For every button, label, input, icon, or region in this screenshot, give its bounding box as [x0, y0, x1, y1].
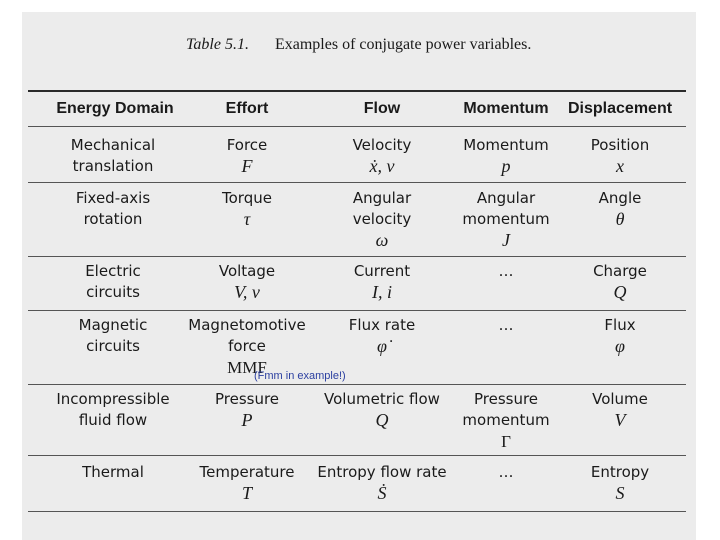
- header-displacement: Displacement: [568, 100, 673, 117]
- domain-line: circuits: [86, 337, 140, 355]
- table-caption: [186, 36, 531, 54]
- row-rule-5: [28, 455, 686, 456]
- header-rule: [28, 126, 686, 127]
- quantity-symbol: ω: [375, 230, 389, 250]
- table-row-magnetic-flow: [314, 315, 450, 357]
- table-row-fluid-displacement: [566, 389, 674, 431]
- quantity-name: Force: [226, 136, 268, 154]
- quantity-name: Voltage: [218, 262, 276, 280]
- row-rule-1: [28, 182, 686, 183]
- quantity-name: velocity: [352, 210, 412, 228]
- domain-line: Mechanical: [70, 136, 156, 154]
- quantity-symbol: Γ: [501, 432, 511, 451]
- quantity-name: Magnetomotive: [188, 316, 306, 334]
- quantity-name: force: [228, 337, 266, 355]
- quantity-name: Angular: [476, 189, 536, 207]
- quantity-name: Entropy: [590, 463, 650, 481]
- quantity-name: momentum: [462, 210, 550, 228]
- empty-entry: …: [498, 463, 514, 481]
- table-row-rotation-effort: [186, 188, 308, 230]
- table-top-rule: [28, 90, 686, 92]
- header-energy-domain: Energy Domain: [56, 100, 174, 117]
- table-row-thermal-momentum: [452, 462, 560, 483]
- quantity-symbol: φ̇: [377, 336, 387, 356]
- caption-label: Table 5.1.: [186, 36, 249, 53]
- table-row-rotation-domain: [44, 188, 182, 230]
- annotation-note: (Fmm in example!): [254, 370, 346, 382]
- table-row-fluid-effort: [186, 389, 308, 431]
- domain-line: circuits: [86, 283, 140, 301]
- header-flow: Flow: [363, 100, 401, 117]
- domain-line: Electric: [85, 262, 141, 280]
- domain-line: Magnetic: [78, 316, 148, 334]
- quantity-name: Entropy flow rate: [317, 463, 447, 481]
- quantity-symbol: I, i: [372, 282, 392, 302]
- table-row-rotation-flow: [314, 188, 450, 251]
- table-row-thermal-domain: [44, 462, 182, 483]
- table-row-electric-effort: [186, 261, 308, 303]
- quantity-symbol: MMF: [227, 358, 267, 377]
- quantity-name: Volumetric flow: [324, 390, 440, 408]
- quantity-symbol: φ: [615, 336, 625, 356]
- quantity-name: Volume: [592, 390, 648, 408]
- table-row-rotation-momentum: [452, 188, 560, 251]
- quantity-symbol: P: [241, 410, 253, 430]
- row-rule-3: [28, 310, 686, 311]
- header-effort: Effort: [225, 100, 269, 117]
- table-row-electric-flow: [314, 261, 450, 303]
- table-row-electric-momentum: [452, 261, 560, 282]
- caption-title: Examples of conjugate power variables.: [274, 36, 532, 53]
- quantity-symbol: θ: [615, 209, 625, 229]
- quantity-symbol: S: [615, 483, 625, 503]
- quantity-name: Charge: [593, 262, 647, 280]
- quantity-symbol: T: [241, 483, 252, 503]
- quantity-name: Pressure: [214, 390, 280, 408]
- quantity-name: Momentum: [463, 136, 549, 154]
- quantity-symbol: Ṡ: [377, 483, 387, 503]
- domain-line: translation: [72, 157, 154, 175]
- domain-line: Incompressible: [56, 390, 170, 408]
- table-row-mechanical-flow: [314, 135, 450, 177]
- header-momentum: Momentum: [463, 100, 549, 117]
- domain-line: Fixed-axis: [75, 189, 151, 207]
- table-row-thermal-effort: [186, 462, 308, 504]
- table-row-magnetic-effort: [186, 315, 308, 378]
- table-row-mechanical-domain: [44, 135, 182, 177]
- table-row-mechanical-displacement: [566, 135, 674, 177]
- table-row-fluid-domain: [44, 389, 182, 431]
- domain-line: fluid flow: [78, 411, 148, 429]
- quantity-symbol: x: [616, 156, 624, 176]
- quantity-symbol: Q: [375, 410, 389, 430]
- empty-entry: …: [498, 262, 514, 280]
- domain-line: rotation: [83, 210, 143, 228]
- domain-line: Thermal: [82, 463, 144, 481]
- quantity-symbol: F: [241, 156, 253, 176]
- table-row-magnetic-displacement: [566, 315, 674, 357]
- table-row-electric-domain: [44, 261, 182, 303]
- table-row-fluid-momentum: [452, 389, 560, 452]
- quantity-name: Angle: [598, 189, 642, 207]
- quantity-name: Position: [590, 136, 650, 154]
- empty-entry: …: [498, 316, 514, 334]
- row-rule-2: [28, 256, 686, 257]
- quantity-symbol: J: [502, 230, 510, 250]
- quantity-symbol: ẋ, v: [369, 156, 395, 176]
- table-bottom-rule: [28, 511, 686, 512]
- quantity-name: momentum: [462, 411, 550, 429]
- quantity-name: Pressure: [473, 390, 539, 408]
- quantity-name: Temperature: [199, 463, 295, 481]
- table-row-rotation-displacement: [566, 188, 674, 230]
- quantity-name: Flux: [604, 316, 636, 334]
- table-row-mechanical-momentum: [452, 135, 560, 177]
- table-row-mechanical-effort: [186, 135, 308, 177]
- table-row-electric-displacement: [566, 261, 674, 303]
- table-row-thermal-displacement: [566, 462, 674, 504]
- table-row-fluid-flow: [314, 389, 450, 431]
- quantity-symbol: Q: [613, 282, 627, 302]
- row-rule-4: [28, 384, 686, 385]
- table-row-thermal-flow: [314, 462, 450, 504]
- quantity-name: Current: [353, 262, 411, 280]
- quantity-symbol: τ: [243, 209, 251, 229]
- table-row-magnetic-domain: [44, 315, 182, 357]
- quantity-symbol: V: [614, 410, 626, 430]
- quantity-name: Angular: [352, 189, 412, 207]
- quantity-name: Torque: [222, 189, 272, 207]
- quantity-symbol: V, v: [234, 282, 260, 302]
- table-row-magnetic-momentum: [452, 315, 560, 336]
- quantity-name: Flux rate: [348, 316, 416, 334]
- quantity-symbol: p: [501, 156, 511, 176]
- quantity-name: Velocity: [352, 136, 412, 154]
